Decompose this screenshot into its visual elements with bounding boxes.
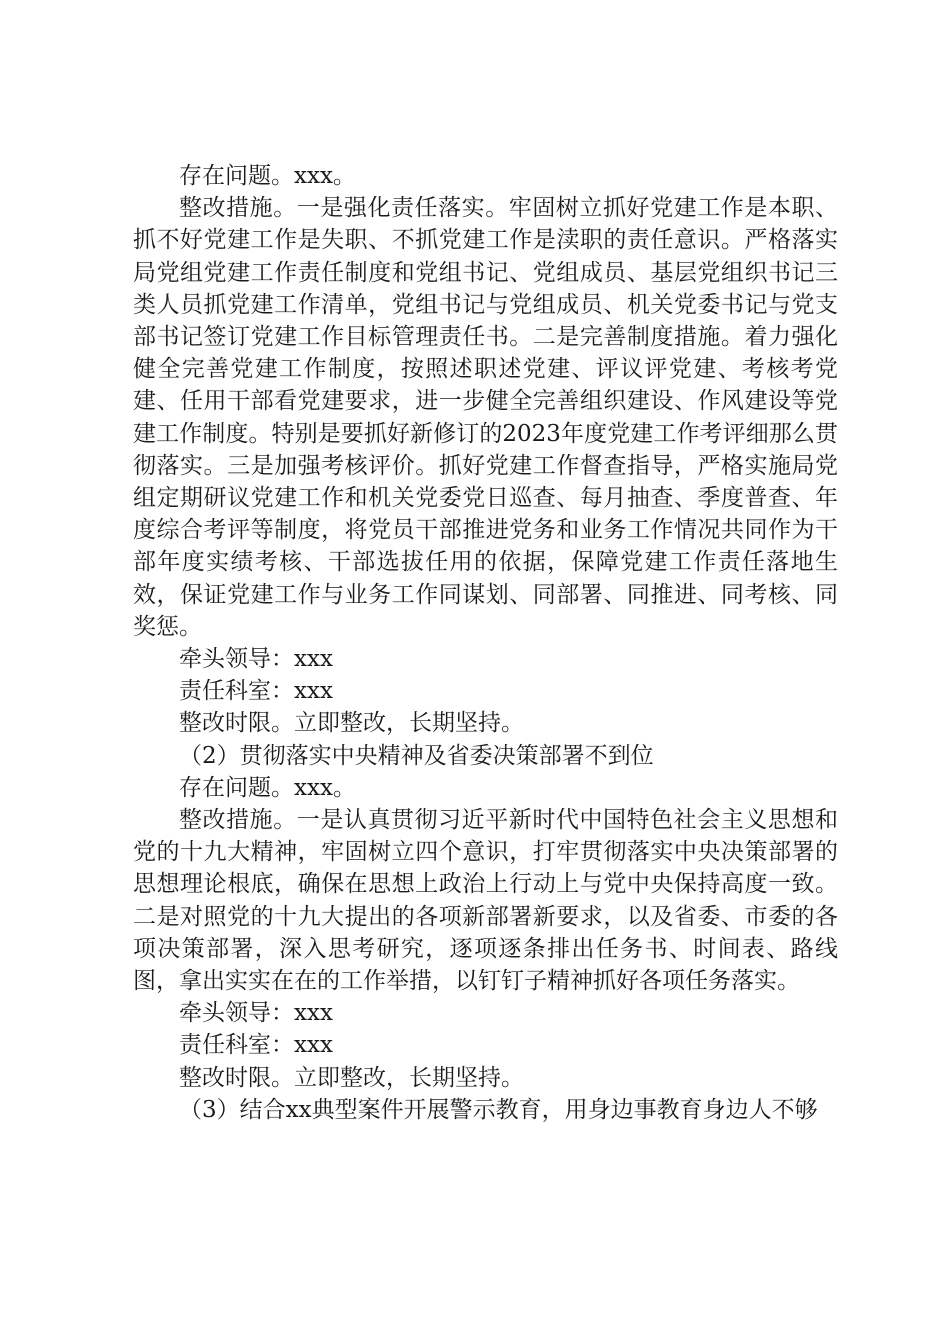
paragraph-leader-2: 牵头领导：xxx: [179, 1000, 333, 1027]
paragraph-deadline-1: 整改时限。立即整改，长期坚持。: [179, 710, 524, 737]
paragraph-leader-1: 牵头领导：xxx: [179, 646, 333, 673]
section-heading-2: （2）贯彻落实中央精神及省委决策部署不到位: [179, 742, 654, 769]
paragraph-problem-1: 存在问题。xxx。: [179, 163, 356, 189]
paragraph-problem-2: 存在问题。xxx。: [179, 774, 356, 801]
paragraph-office-1: 责任科室：xxx: [179, 678, 333, 705]
paragraph-measures-1: 整改措施。一是强化责任落实。牢固树立抓好党建工作是本职、抓不好党建工作是失职、不抓党建工作是渎职的责任意识。严格落实局党组党建工作责任制度和党组书记、党组成员、基层党组织书记三类人员抓党建工作清单，党组书记与党组成员、机关党委书记与党支部书记签订党建工作目标管理责任书。二是完善制度措施。着力强化健全完善党建工作制度，按照述职述党建、评议评党建、考核考党建、任用干部看党建要求，进一步健全完善组织建设、作风建设等党建工作制度。特别是要抓好新修订的2023年度党建工作考评细那么贯彻落实。三是加强考核评价。抓好党建工作督查指导，严格实施局党组定期研议党建工作和机关党委党日巡查、每月抽查、季度普查、年度综合考评等制度，将党员干部推进党务和业务工作情况共同作为干部年度实绩考核、干部选拔任用的依据，保障党建工作责任落地生效，保证党建工作与业务工作同谋划、同部署、同推进、同考核、同奖惩。: [133, 195, 838, 640]
paragraph-measures-2: 整改措施。一是认真贯彻习近平新时代中国特色社会主义思想和党的十九大精神，牢固树立四个意识，打牢贯彻落实中央决策部署的思想理论根底，确保在思想上政治上行动上与党中央保持高度一致。二是对照党的十九大提出的各项新部署新要求，以及省委、市委的各项决策部署，深入思考研究，逐项逐条排出任务书、时间表、路线图，拿出实实在在的工作举措，以钉钉子精神抓好各项任务落实。: [133, 807, 838, 995]
section-heading-3: （3）结合xx典型案件开展警示教育，用身边事教育身边人不够: [179, 1096, 818, 1123]
document-body: [133, 160, 838, 1126]
paragraph-deadline-2: 整改时限。立即整改，长期坚持。: [179, 1064, 524, 1091]
paragraph-office-2: 责任科室：xxx: [179, 1032, 333, 1059]
